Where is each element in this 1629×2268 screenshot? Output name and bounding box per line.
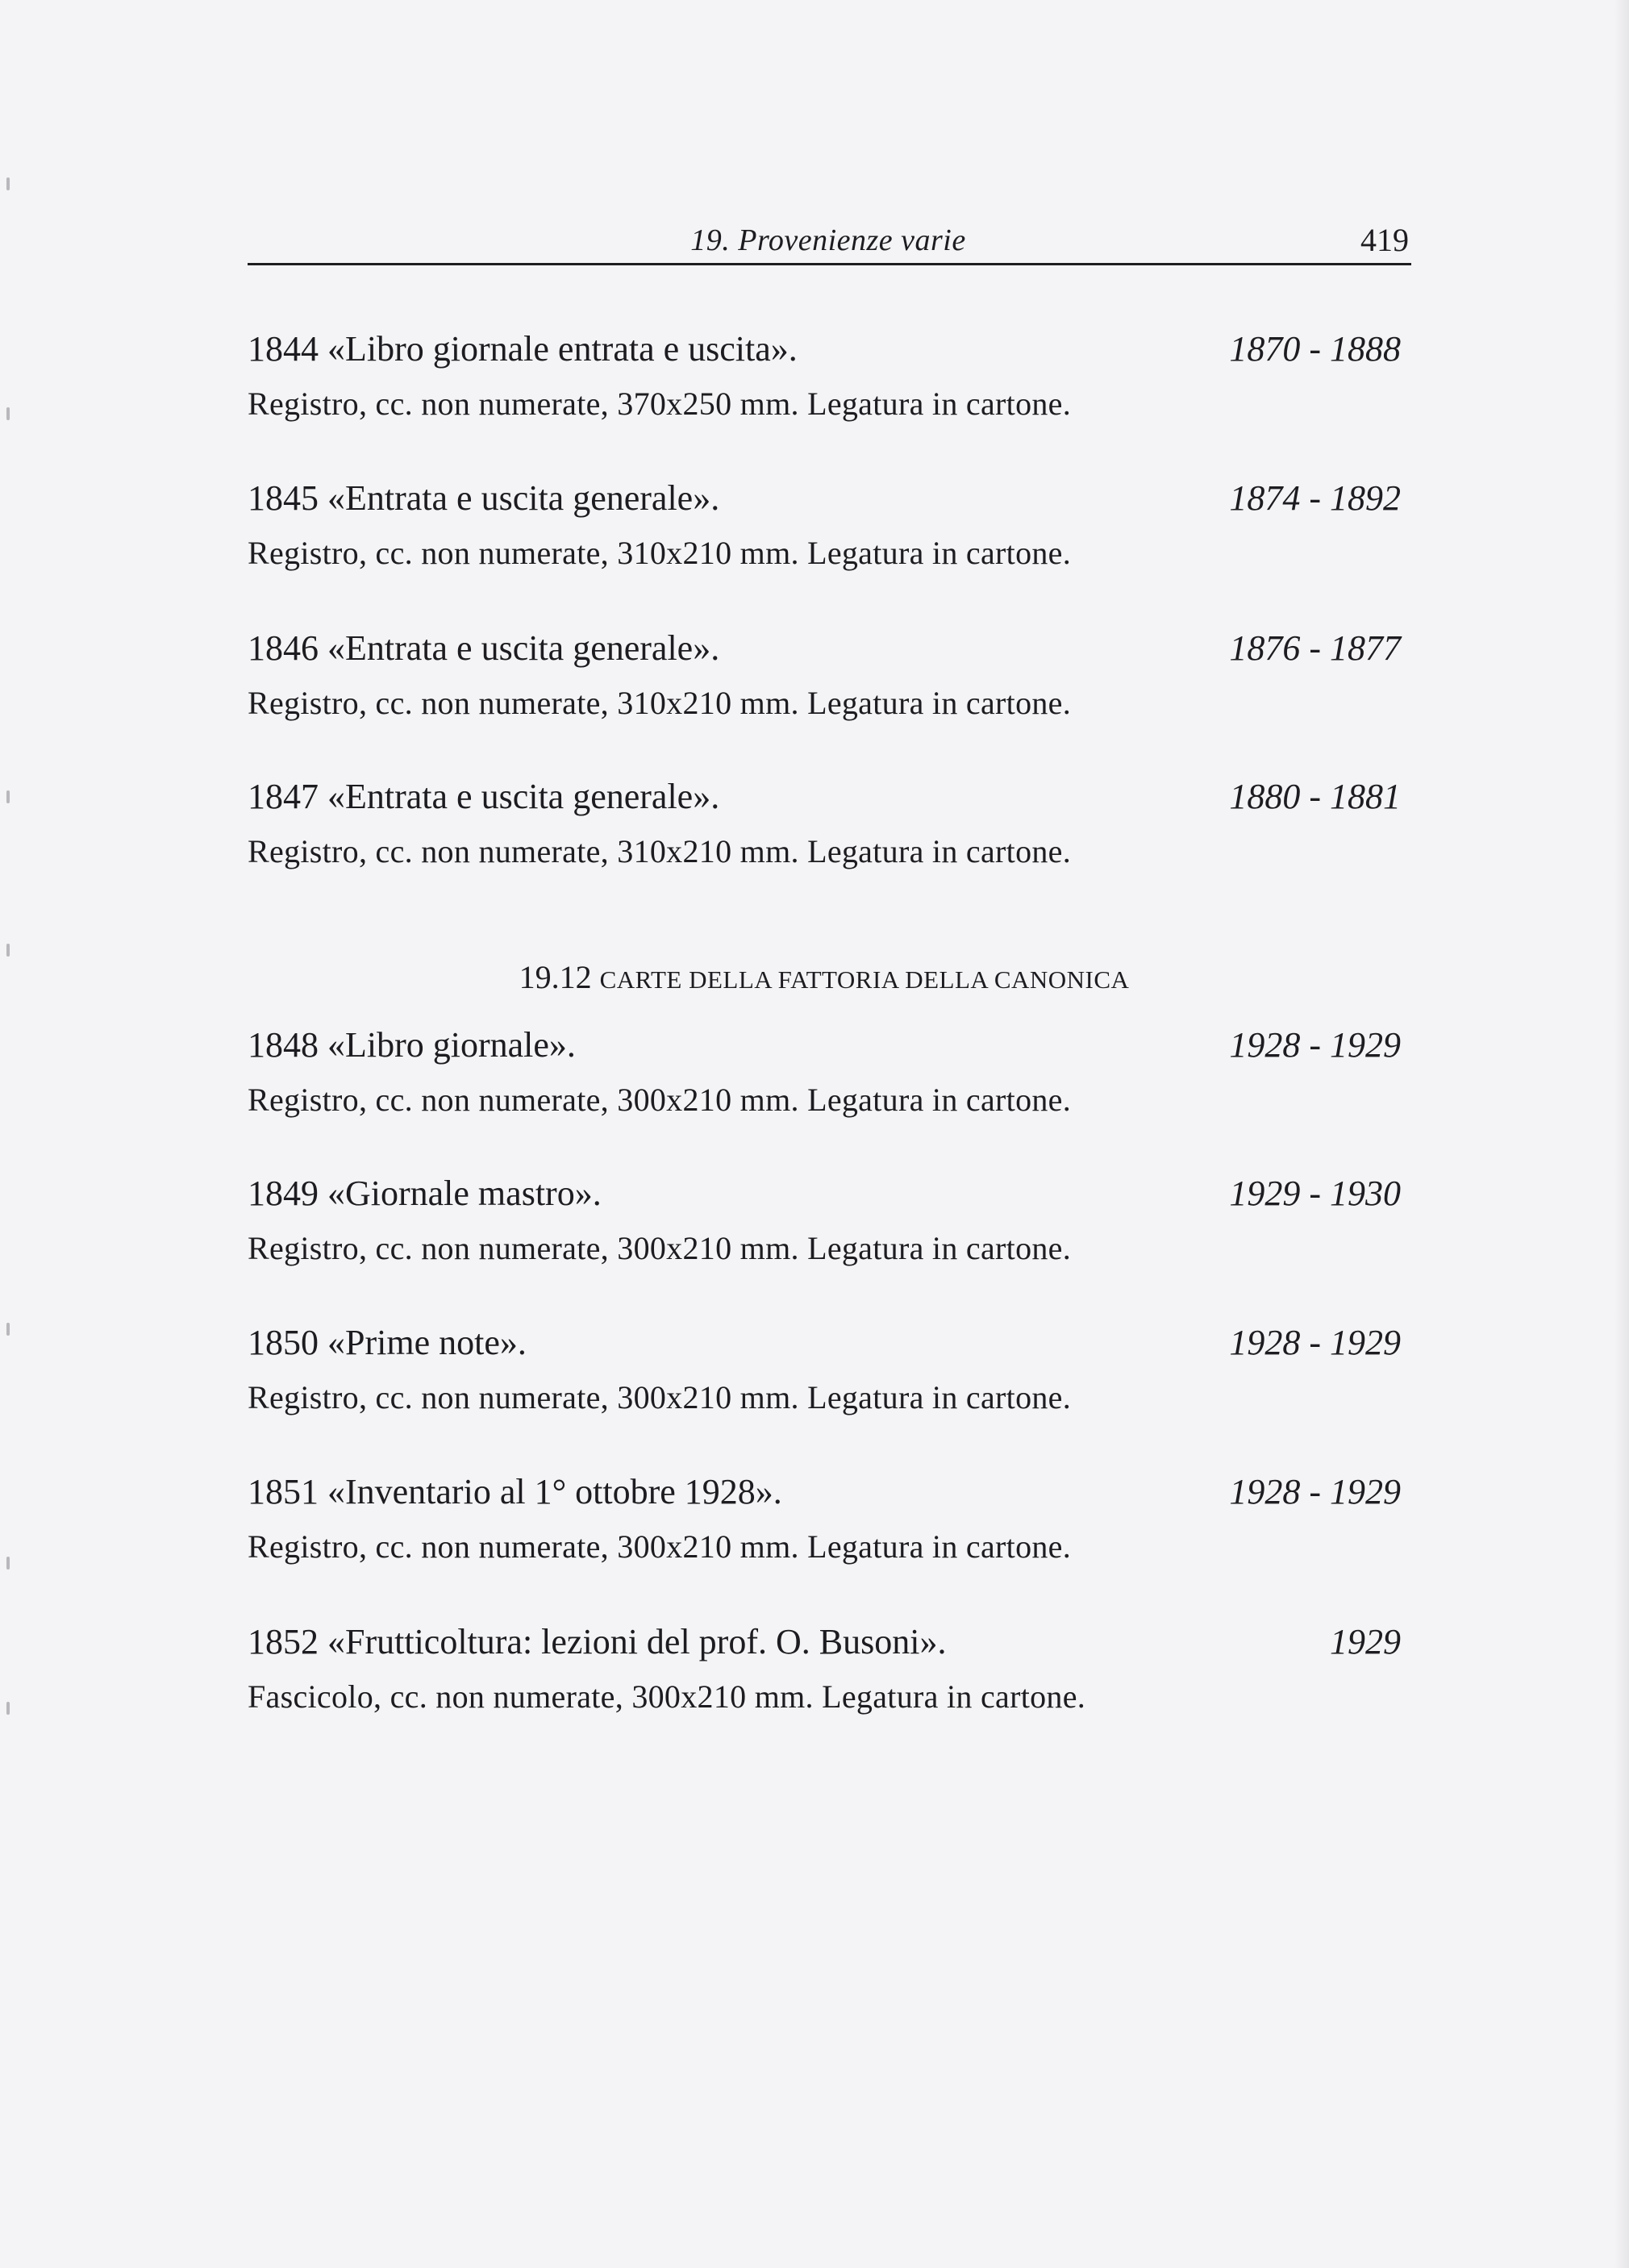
binding-mark: [6, 407, 10, 420]
entry-description: Registro, cc. non numerate, 300x210 mm. Legatura in cartone.: [248, 1528, 1072, 1565]
entry-title: 1852 «Frutticoltura: lezioni del prof. O. Busoni».: [248, 1622, 947, 1661]
entry-date: 1870 - 1888: [1229, 329, 1401, 369]
page-edge: [1614, 0, 1629, 2268]
binding-mark: [6, 944, 10, 957]
entry-title: 1849 «Giornale mastro».: [248, 1174, 602, 1213]
entry-description: Registro, cc. non numerate, 310x210 mm. Legatura in cartone.: [248, 685, 1072, 721]
header-rule: [248, 263, 1411, 265]
entry-date: 1874 - 1892: [1229, 478, 1401, 518]
catalog-entry: [248, 774, 1401, 887]
catalog-entry: [248, 1470, 1401, 1582]
entry-description: Registro, cc. non numerate, 300x210 mm. Legatura in cartone.: [248, 1082, 1072, 1118]
section-heading: [248, 957, 1401, 1001]
section-title: CARTE DELLA FATTORIA DELLA CANONICA: [599, 965, 1130, 994]
catalog-entry: [248, 1320, 1401, 1433]
binding-mark: [6, 790, 10, 803]
entry-description: Registro, cc. non numerate, 300x210 mm. Legatura in cartone.: [248, 1230, 1072, 1266]
running-header: [248, 218, 1409, 266]
section-number: 19.12: [519, 959, 592, 995]
binding-mark: [6, 177, 10, 190]
entry-title: 1845 «Entrata e uscita generale».: [248, 478, 720, 518]
entry-date: 1876 - 1877: [1229, 628, 1401, 668]
binding-mark: [6, 1323, 10, 1336]
entry-title: 1844 «Libro giornale entrata e uscita».: [248, 329, 798, 369]
binding-mark: [6, 1702, 10, 1715]
catalog-entry: [248, 476, 1401, 589]
entry-date: 1928 - 1929: [1229, 1323, 1401, 1362]
entry-description: Registro, cc. non numerate, 300x210 mm. Legatura in cartone.: [248, 1379, 1072, 1415]
catalog-entry: [248, 327, 1401, 440]
entry-date: 1929: [1330, 1622, 1401, 1661]
catalog-entry: [248, 1023, 1401, 1136]
page-number: 419: [1360, 222, 1409, 258]
entry-date: 1880 - 1881: [1229, 777, 1401, 816]
catalog-entry: [248, 1620, 1401, 1732]
running-header-title: 19. Provenienze varie: [690, 223, 966, 257]
entry-description: Registro, cc. non numerate, 310x210 mm. Legatura in cartone.: [248, 833, 1072, 869]
entry-title: 1846 «Entrata e uscita generale».: [248, 628, 720, 668]
entry-title: 1851 «Inventario al 1° ottobre 1928».: [248, 1472, 782, 1511]
entry-date: 1929 - 1930: [1229, 1174, 1401, 1213]
entry-description: Registro, cc. non numerate, 370x250 mm. Legatura in cartone.: [248, 386, 1072, 422]
entry-description: Fascicolo, cc. non numerate, 300x210 mm. Legatura in cartone.: [248, 1678, 1086, 1715]
binding-mark: [6, 1557, 10, 1570]
entry-description: Registro, cc. non numerate, 310x210 mm. Legatura in cartone.: [248, 535, 1072, 571]
entry-date: 1928 - 1929: [1229, 1472, 1401, 1511]
catalog-entry: [248, 1171, 1401, 1284]
entry-title: 1848 «Libro giornale».: [248, 1025, 576, 1065]
entry-title: 1850 «Prime note».: [248, 1323, 527, 1362]
entry-title: 1847 «Entrata e uscita generale».: [248, 777, 720, 816]
catalog-entry: [248, 626, 1401, 739]
entry-date: 1928 - 1929: [1229, 1025, 1401, 1065]
